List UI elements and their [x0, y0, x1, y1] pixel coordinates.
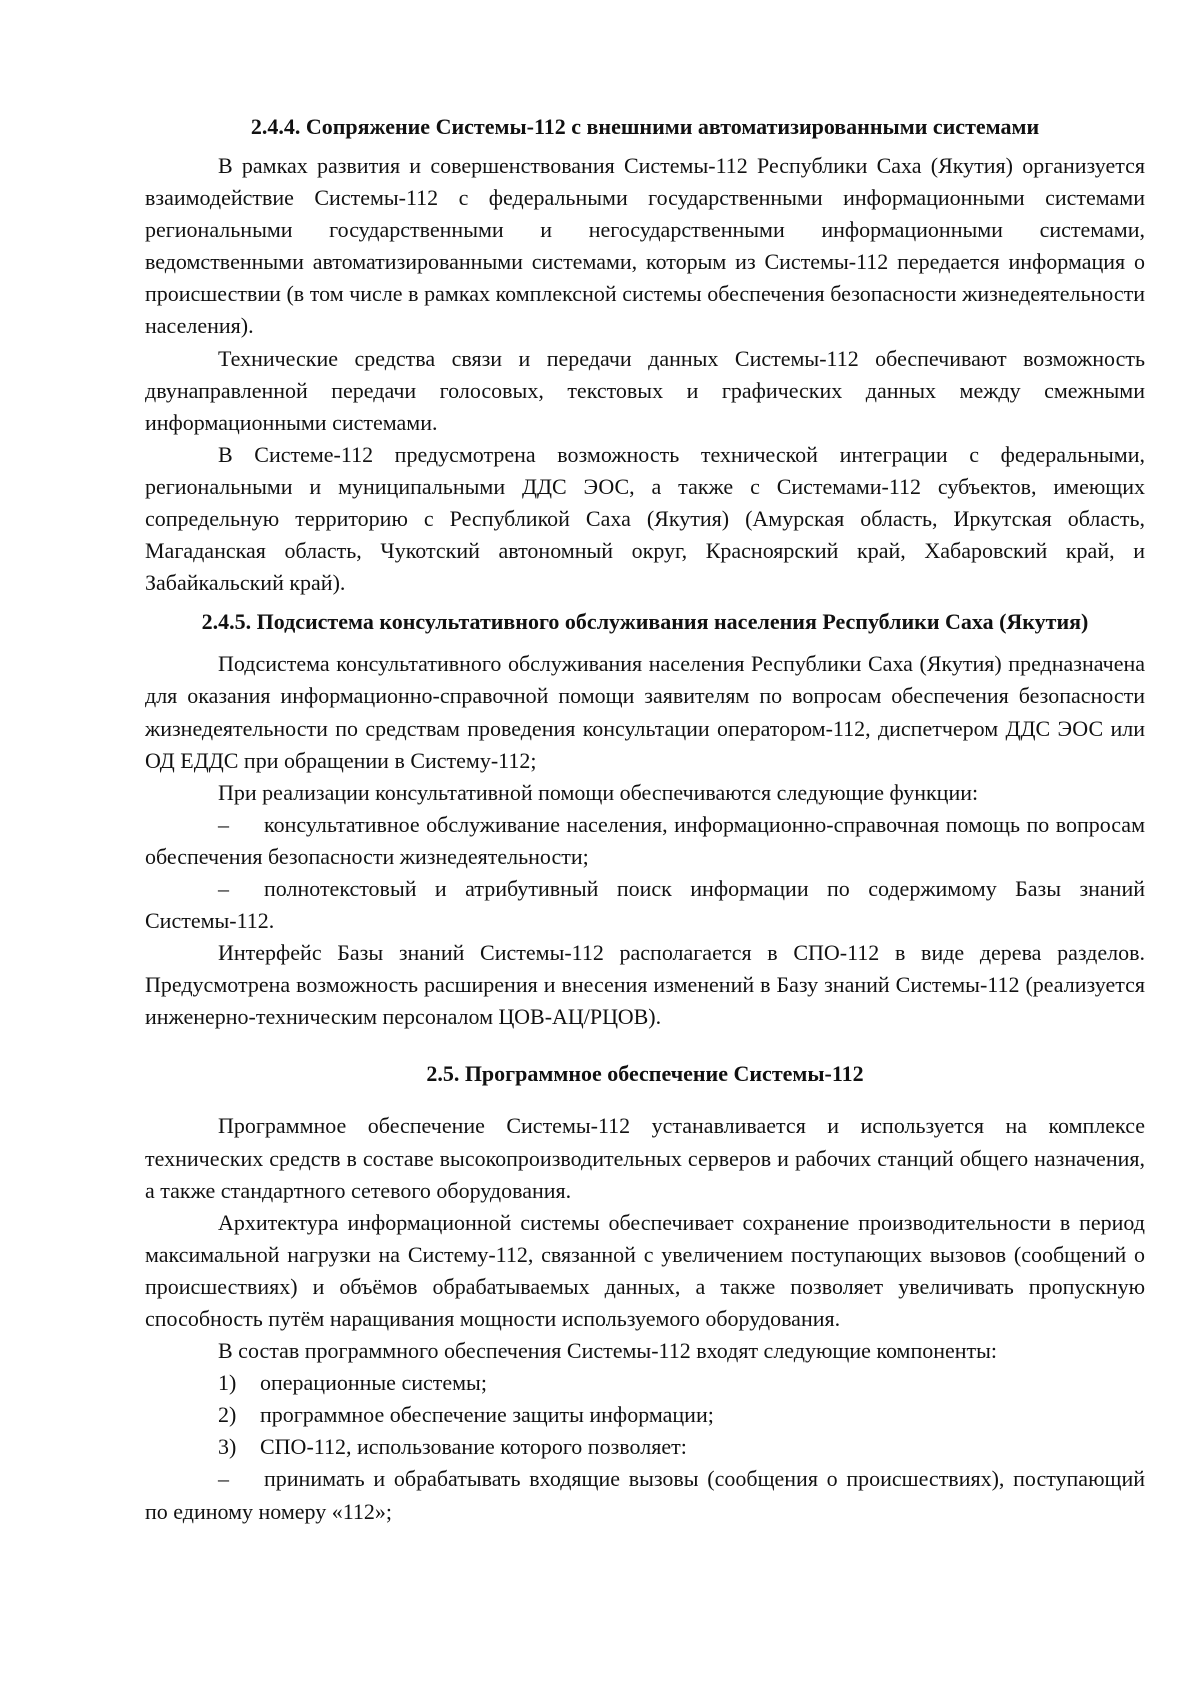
sub-list-item-text: принимать и обрабатывать входящие вызовы (сообщения о происшествиях), поступающий по единому номеру «112»;: [145, 1466, 1145, 1524]
item-number: 2): [218, 1402, 237, 1428]
sub-list-item: [145, 1463, 1145, 1527]
paragraph-2-4-5-2: При реализации консультативной помощи обеспечиваются следующие функции:: [218, 779, 979, 805]
paragraph-2-4-4-1: В рамках развития и совершенствования Системы-112 Республики Саха (Якутия) организуется взаимодействие Системы-112 с федеральными государственными информационными системами региональными государственными и негосударственными информационными системами, ведомственными автоматизированными системами, которым из Системы-112 передается информация о происшествии (в том числе в рамках комплексной системы обеспечения безопасности жизнедеятельности населения).: [145, 153, 1145, 339]
list-item: [145, 809, 1145, 873]
paragraph-2-5-2: Архитектура информационной системы обеспечивает сохранение производительности в период максимальной нагрузки на Систему-112, связанной с увеличением поступающих вызовов (сообщений о происшествиях) и объёмов обрабатываемых данных, а также позволяет увеличивать пропускную способность путём наращивания мощности используемого оборудования.: [145, 1209, 1145, 1331]
numbered-item: [145, 1367, 1145, 1399]
list-item-text: консультативное обслуживание населения, информационно-справочная помощь по вопросам обеспечения безопасности жизнедеятельности;: [145, 811, 1145, 869]
item-text: программное обеспечение защиты информации;: [260, 1402, 714, 1428]
dash-bullet: –: [218, 875, 229, 901]
numbered-item: [145, 1399, 1145, 1431]
heading-2-4-5: 2.4.5. Подсистема консультативного обслуживания населения Республики Саха (Якутия): [201, 609, 1089, 635]
list-item-text: полнотекстовый и атрибутивный поиск информации по содержимому Базы знаний Системы-112.: [145, 875, 1145, 934]
item-text: СПО-112, использование которого позволяет:: [260, 1434, 687, 1460]
paragraph-2-5-1: Программное обеспечение Системы-112 устанавливается и используется на комплексе технических средств в составе высокопроизводительных серверов и рабочих станций общего назначения, а также стандартного сетевого оборудования.: [145, 1113, 1145, 1203]
paragraph-2-4-5-3: Интерфейс Базы знаний Системы-112 располагается в СПО-112 в виде дерева разделов. Предусмотрена возможность расширения и внесения изменений в Базу знаний Системы-112 (реализуется инженерно-техническим персоналом ЦОВ-АЦ/РЦОВ).: [145, 940, 1145, 1030]
item-number: 3): [218, 1434, 237, 1460]
heading-2-5: 2.5. Программное обеспечение Системы-112: [426, 1061, 864, 1087]
numbered-item: [145, 1431, 1145, 1463]
heading-2-4-4: 2.4.4. Сопряжение Системы-112 с внешними автоматизированными системами: [250, 114, 1040, 139]
dash-bullet: –: [218, 811, 229, 837]
list-item: [145, 873, 1145, 937]
item-number: 1): [218, 1370, 237, 1396]
paragraph-2-4-5-1: Подсистема консультативного обслуживания населения Республики Саха (Якутия) предназначена для оказания информационно-справочной помощи заявителям по вопросам обеспечения безопасности жизнедеятельности по средствам проведения консультации оператором-112, диспетчером ДДС ЭОС или ОД ЕДДС при обращении в Систему-112;: [145, 651, 1145, 773]
paragraph-2-4-4-3: В Системе-112 предусмотрена возможность технической интеграции с федеральными, региональными и муниципальными ДДС ЭОС, а также с Системами-112 субъектов, имеющих сопредельную территорию с Республикой Саха (Якутия) (Амурская область, Иркутская область, Магаданская область, Чукотский автономный округ, Красноярский край, Хабаровский край, и Забайкальский край).: [145, 441, 1145, 596]
dash-bullet: –: [218, 1466, 229, 1492]
paragraph-2-4-4-2: Технические средства связи и передачи данных Системы-112 обеспечивают возможность двунаправленной передачи голосовых, текстовых и графических данных между смежными информационными системами.: [145, 345, 1145, 435]
paragraph-2-5-3: В состав программного обеспечения Системы-112 входят следующие компоненты:: [218, 1338, 998, 1364]
item-text: операционные системы;: [260, 1370, 487, 1396]
